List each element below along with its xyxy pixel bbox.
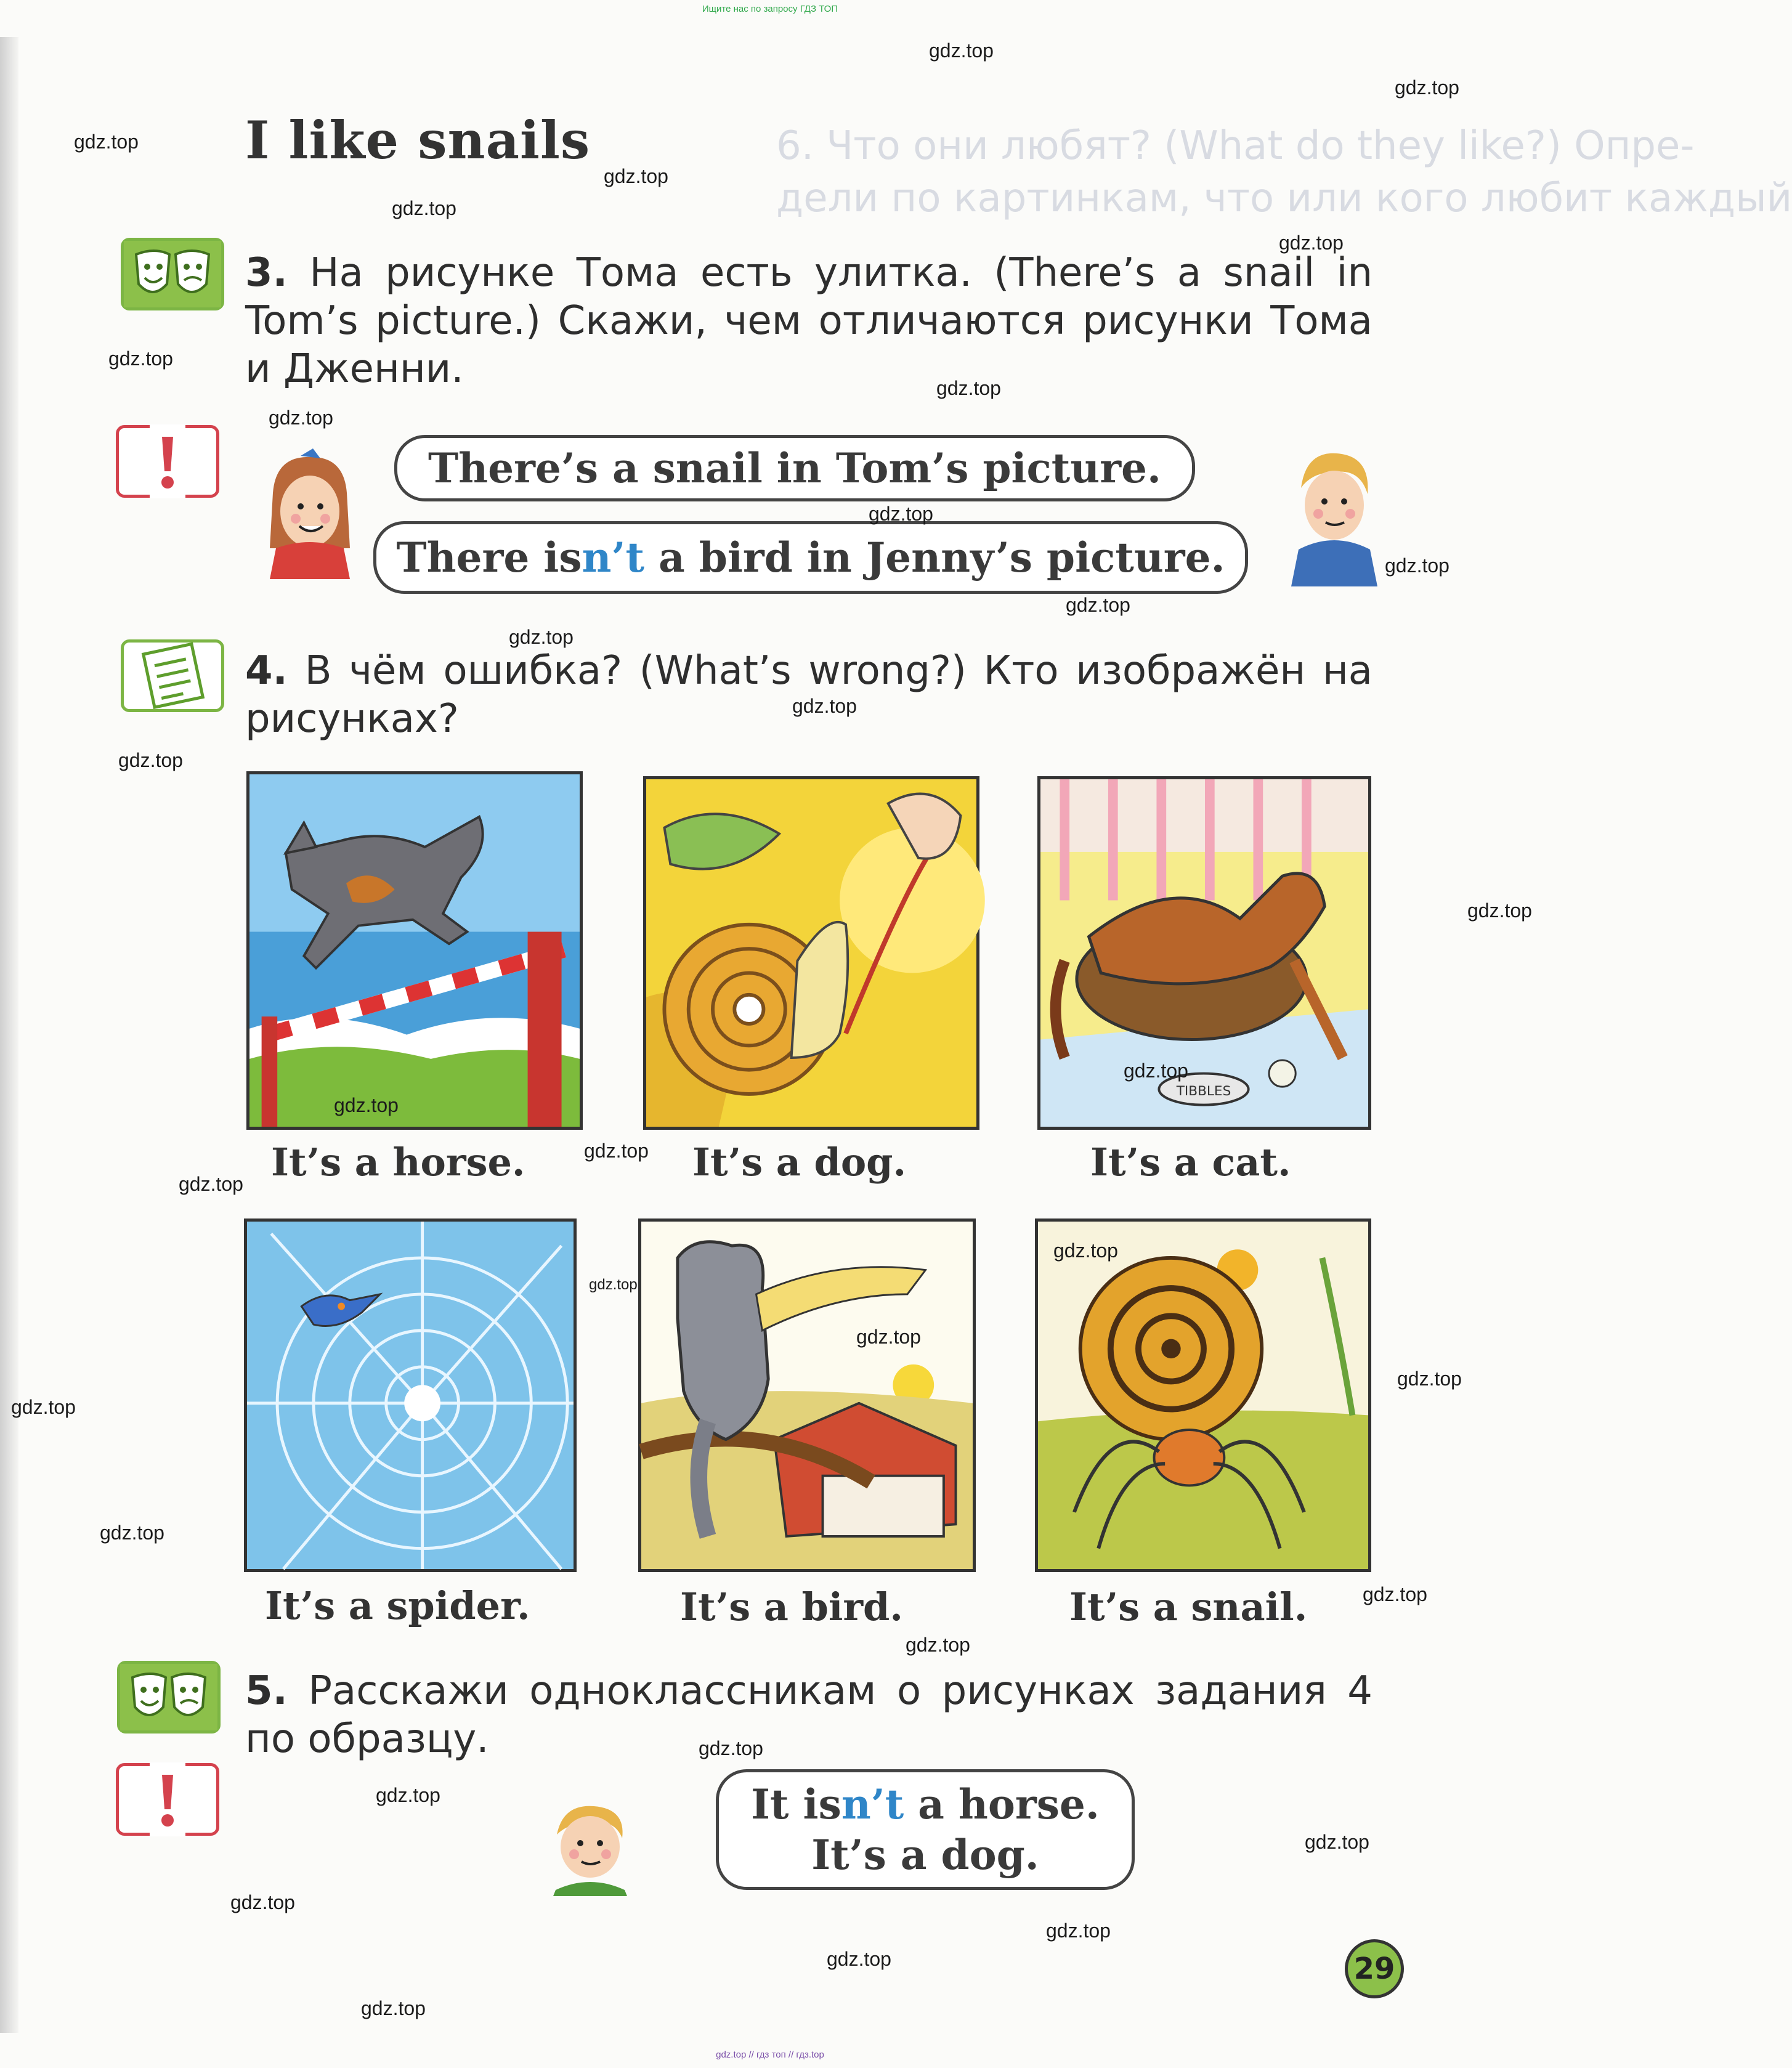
- task-5-text: Расскажи одноклассникам о рисунках задания 4 по образцу.: [245, 1668, 1372, 1762]
- watermark: gdz.top: [792, 695, 857, 717]
- page-number: 29: [1345, 1939, 1404, 1998]
- caption-6: It’s a snail.: [1069, 1584, 1308, 1629]
- watermark: gdz.top: [604, 165, 668, 187]
- watermark: gdz.top: [230, 1891, 295, 1913]
- watermark: gdz.top: [699, 1737, 763, 1759]
- picture-cat-on-branch: [638, 1218, 976, 1572]
- speech-bubble-jenny: [394, 435, 1195, 501]
- watermark: gdz.top: [584, 1140, 649, 1162]
- watermark: gdz.top: [1279, 232, 1344, 254]
- task-4-number: 4.: [245, 648, 288, 694]
- watermark: gdz.top: [869, 503, 933, 525]
- cat-on-branch-illustration: [641, 1222, 973, 1569]
- picture-bird-in-web: [244, 1218, 577, 1572]
- snail-on-leash-illustration: [646, 779, 976, 1127]
- spider-with-shell-illustration: [1038, 1222, 1368, 1569]
- dog-jumping-illustration: [249, 774, 580, 1127]
- boy-illustration: [541, 1798, 639, 1896]
- watermark: gdz.top: [1467, 899, 1532, 922]
- watermark: gdz.top: [361, 1997, 426, 2019]
- watermark: gdz.top: [1124, 1060, 1188, 1082]
- watermark: gdz.top: [936, 377, 1001, 399]
- dialog-5-line-1-is: is: [803, 1780, 841, 1828]
- watermark: gdz.top: [11, 1396, 76, 1418]
- watermark: gdz.top: [269, 407, 333, 429]
- bottom-note: gdz.top // гдз топ // гдз.top: [716, 2050, 824, 2060]
- task-5-number: 5.: [245, 1668, 288, 1714]
- watermark: gdz.top: [509, 626, 574, 648]
- dialog-5-line-2: It’s a dog.: [811, 1831, 1039, 1879]
- picture-horse-in-basket: [1037, 776, 1371, 1130]
- watermark: gdz.top: [589, 1276, 638, 1293]
- bowl-label: TIBBLES: [1176, 1083, 1231, 1099]
- notebook-badge: [121, 639, 224, 712]
- caption-3: It’s a cat.: [1090, 1140, 1291, 1185]
- picture-snail-on-leash: [643, 776, 979, 1130]
- page-title: I like snails: [245, 110, 591, 171]
- notebook-icon: [124, 643, 221, 709]
- page-spine-shadow: [0, 37, 18, 2033]
- task-3: [245, 249, 1372, 393]
- exclamation-badge: [116, 1763, 219, 1836]
- watermark: gdz.top: [118, 749, 183, 771]
- watermark: gdz.top: [100, 1522, 164, 1544]
- watermark: gdz.top: [1385, 554, 1449, 577]
- horse-in-basket-illustration: [1040, 779, 1368, 1127]
- watermark: gdz.top: [827, 1948, 891, 1970]
- dialog-3-line-2b: a bird in Jenny’s picture.: [644, 533, 1225, 582]
- watermark: gdz.top: [1397, 1368, 1462, 1390]
- watermark: gdz.top: [179, 1173, 243, 1195]
- exclamation-icon: [119, 428, 216, 495]
- watermark: gdz.top: [376, 1784, 440, 1806]
- watermark: gdz.top: [856, 1326, 921, 1348]
- watermark: gdz.top: [74, 131, 139, 153]
- caption-4: It’s a spider.: [265, 1583, 530, 1628]
- top-note: Ищите нас по запросу ГДЗ ТОП: [702, 4, 838, 14]
- speech-bubble-boy: [716, 1769, 1135, 1890]
- picture-spider-with-shell: [1035, 1218, 1371, 1572]
- caption-1: It’s a horse.: [271, 1140, 525, 1185]
- watermark: gdz.top: [906, 1634, 970, 1656]
- theatre-masks-icon: [120, 1664, 217, 1730]
- jenny-illustration: [264, 450, 356, 579]
- dialog-3-line-2a: There: [396, 533, 544, 582]
- dialog-5-line-1a: It: [751, 1780, 803, 1828]
- bird-in-web-illustration: [247, 1222, 574, 1569]
- task-3-text: На рисунке Тома есть улитка. (There’s a snail in Tom’s picture.) Скажи, чем отличаются рисунки Тома и Дженни.: [245, 250, 1373, 392]
- caption-2: It’s a dog.: [692, 1140, 907, 1185]
- tom-illustration: [1287, 445, 1380, 586]
- exclamation-icon: [119, 1766, 216, 1833]
- watermark: gdz.top: [1053, 1239, 1118, 1262]
- dialog-5-line-1: [751, 1779, 1100, 1830]
- watermark: gdz.top: [108, 347, 173, 370]
- caption-5: It’s a bird.: [680, 1584, 903, 1629]
- task-3-number: 3.: [245, 250, 288, 296]
- masks-badge: [117, 1661, 221, 1733]
- dialog-5-line-1-negation: n’t: [841, 1780, 904, 1828]
- dialog-3-line-2-is: is: [543, 533, 582, 582]
- watermark: gdz.top: [1046, 1920, 1111, 1942]
- watermark: gdz.top: [1066, 594, 1130, 616]
- watermark: gdz.top: [392, 197, 456, 219]
- bleed-through-text: 6. Что они любят? (What do they like?) Опре-: [776, 123, 1695, 169]
- masks-badge: [121, 238, 224, 310]
- watermark: gdz.top: [1395, 76, 1459, 99]
- watermark: gdz.top: [334, 1094, 399, 1116]
- dialog-5-line-1b: a horse.: [904, 1780, 1100, 1828]
- exclamation-badge: [116, 425, 219, 498]
- task-5: [245, 1667, 1372, 1763]
- theatre-masks-icon: [124, 241, 221, 307]
- dialog-3-line-1: There’s a snail in Tom’s picture.: [428, 444, 1161, 492]
- dialog-3-line-2-negation: n’t: [582, 533, 644, 582]
- task-4-text: В чём ошибка? (What’s wrong?) Кто изображён на рисунках?: [245, 648, 1373, 742]
- watermark: gdz.top: [929, 39, 994, 62]
- speech-bubble-tom: [373, 521, 1248, 594]
- watermark: gdz.top: [1363, 1583, 1427, 1605]
- bleed-through-text: дели по картинкам, что или кого любит каждый: [776, 176, 1792, 221]
- watermark: gdz.top: [1305, 1831, 1369, 1853]
- picture-dog-jumping: [246, 771, 583, 1130]
